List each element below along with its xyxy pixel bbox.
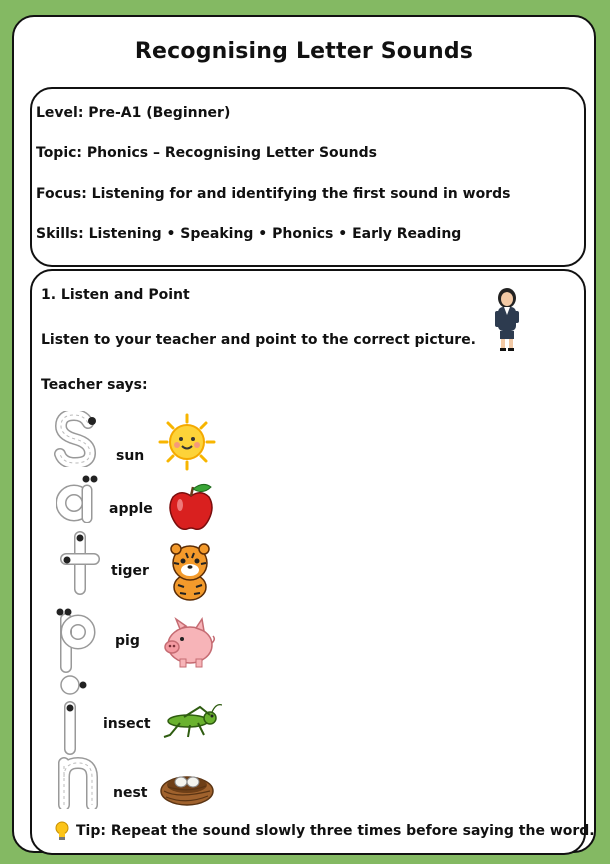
word-apple: apple (109, 501, 153, 517)
activity-heading: 1. Listen and Point (41, 287, 190, 303)
teacher-says-label: Teacher says: (41, 377, 148, 393)
level-line: Level: Pre-A1 (Beginner) (36, 105, 231, 121)
focus-line: Focus: Listening for and identifying the first sound in words (36, 186, 511, 202)
activity-instruction: Listen to your teacher and point to the correct picture. (41, 332, 477, 348)
insect-icon (160, 701, 222, 741)
page-title: Recognising Letter Sounds (134, 39, 474, 64)
apple-icon (165, 481, 217, 533)
letter-a-trace (56, 473, 100, 523)
word-sun: sun (116, 448, 145, 464)
sun-icon (158, 413, 216, 471)
letter-t-trace (60, 531, 100, 597)
letter-n-trace (56, 755, 104, 809)
tiger-icon (162, 539, 218, 603)
word-insect: insect (103, 716, 151, 732)
letter-p-trace (54, 607, 98, 673)
letter-s-trace (54, 411, 98, 467)
topic-line: Topic: Phonics – Recognising Letter Sounds (36, 145, 377, 161)
letter-i-trace (56, 675, 96, 755)
word-pig: pig (115, 633, 140, 649)
pig-icon (160, 615, 216, 669)
skills-line: Skills: Listening • Speaking • Phonics • Early Reading (36, 226, 462, 242)
lightbulb-icon (54, 821, 70, 841)
activity-panel (30, 269, 595, 855)
worksheet (12, 15, 596, 853)
teacher-icon (490, 285, 524, 353)
word-nest: nest (113, 785, 148, 801)
tip-text: Tip: Repeat the sound slowly three times before saying the word. (76, 823, 595, 839)
nest-icon (158, 765, 216, 809)
word-tiger: tiger (111, 563, 149, 579)
info-panel (30, 87, 586, 267)
